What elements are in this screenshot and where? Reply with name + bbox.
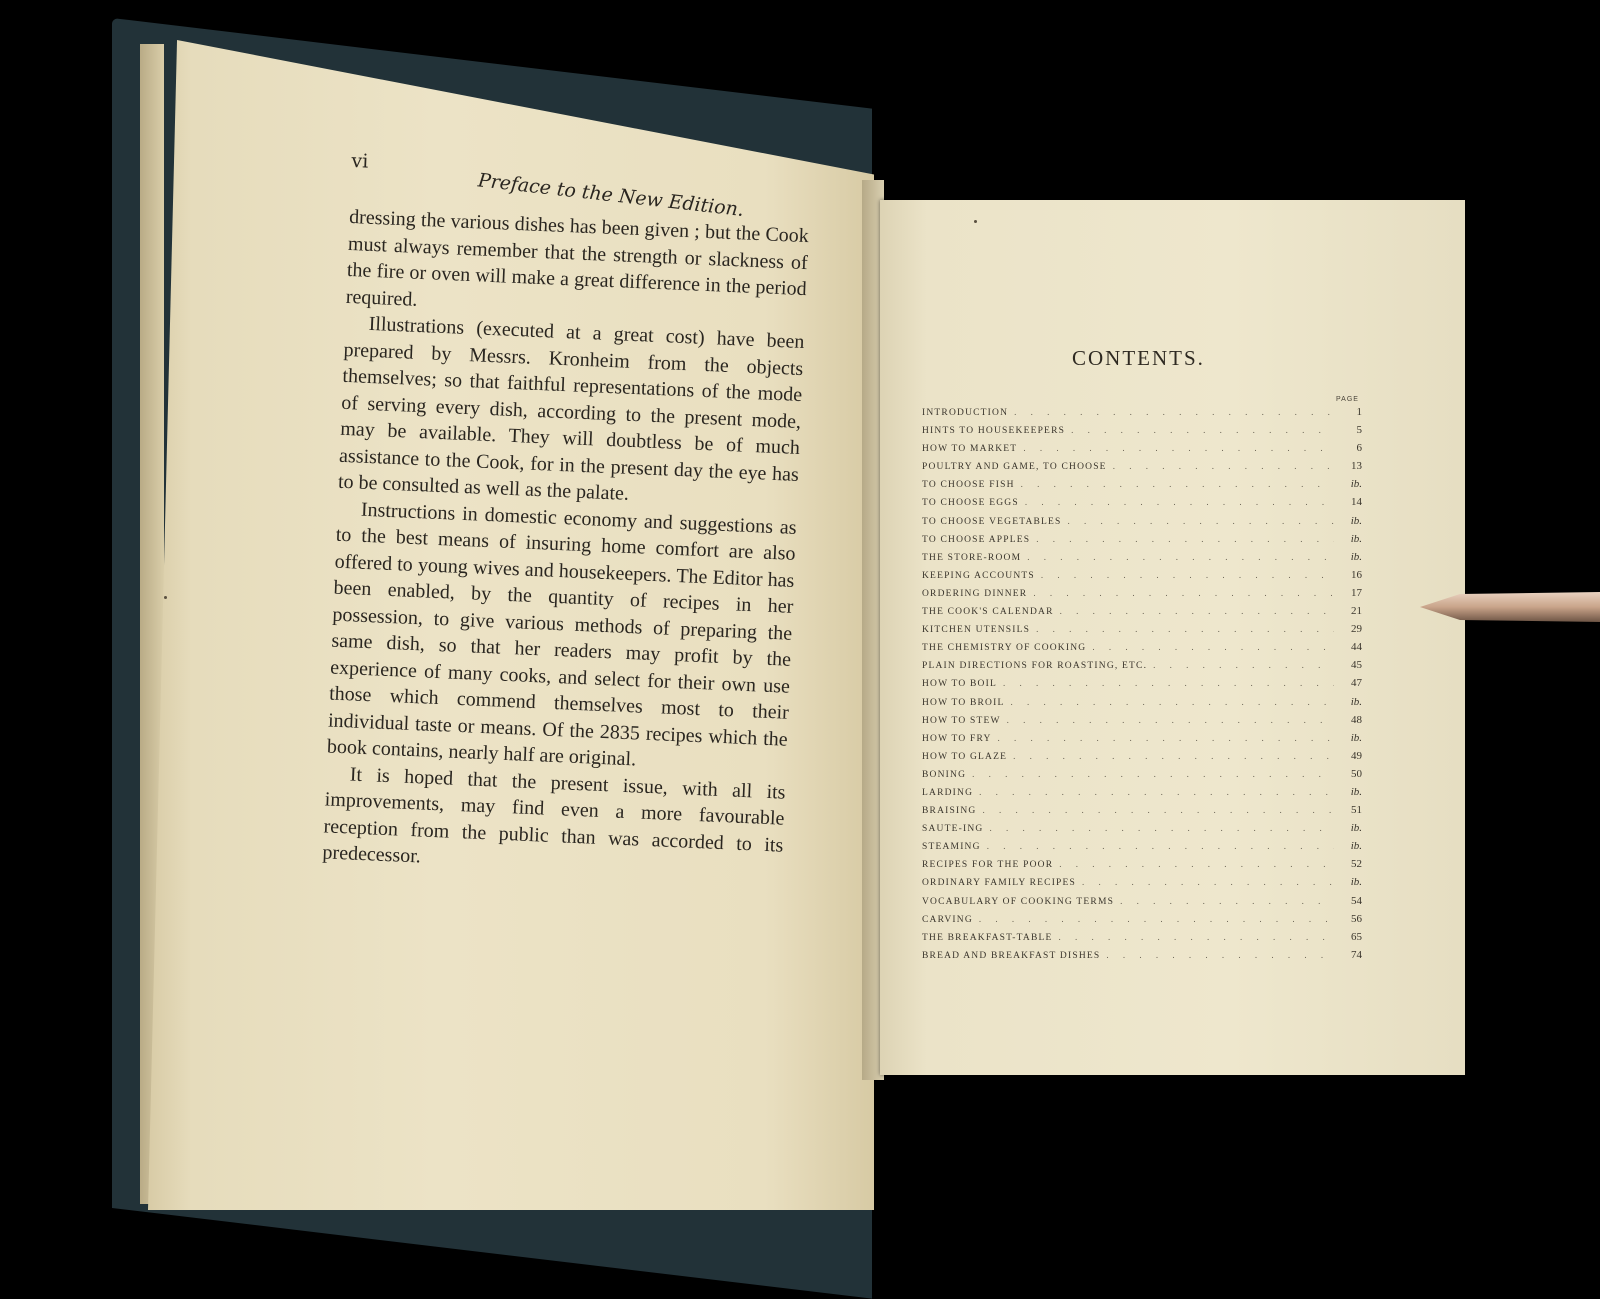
contents-leader-dots bbox=[1033, 588, 1334, 598]
preface-paragraph: dressing the various dishes has been given ; but the Cook must always remember that the strength or slackness of the fire or oven will make a great difference in the period required. bbox=[345, 205, 810, 311]
contents-entry-page: 1 bbox=[1356, 406, 1362, 418]
page-column-label: PAGE bbox=[1336, 396, 1359, 403]
contents-entry bbox=[922, 605, 1362, 623]
contents-entry-title: LARDING bbox=[922, 787, 974, 798]
contents-leader-dots bbox=[1007, 715, 1334, 725]
contents-entry bbox=[922, 786, 1362, 804]
contents-entry-title: TO CHOOSE EGGS bbox=[922, 498, 1019, 509]
contents-entry-page: 54 bbox=[1351, 894, 1362, 907]
contents-entry-title: BRAISING bbox=[922, 806, 977, 817]
contents-entry-page: ib. bbox=[1350, 731, 1362, 744]
contents-leader-dots bbox=[1003, 678, 1334, 688]
contents-entry bbox=[922, 732, 1362, 750]
contents-leader-dots bbox=[1013, 751, 1334, 761]
contents-entry-title: THE STORE-ROOM bbox=[922, 552, 1022, 563]
contents-leader-dots bbox=[1059, 859, 1334, 869]
contents-leader-dots bbox=[979, 787, 1334, 797]
contents-leader-dots bbox=[1041, 570, 1334, 580]
contents-entry-page: 48 bbox=[1351, 713, 1362, 726]
contents-entry-page: 74 bbox=[1351, 948, 1362, 961]
contents-leader-dots bbox=[1014, 407, 1334, 417]
contents-leader-dots bbox=[1060, 606, 1334, 616]
contents-entry-page: 56 bbox=[1351, 912, 1362, 925]
contents-entry-title: VOCABULARY OF COOKING TERMS bbox=[922, 896, 1115, 907]
contents-entry bbox=[922, 804, 1362, 822]
contents-entry bbox=[922, 677, 1362, 695]
contents-entry bbox=[922, 551, 1362, 569]
contents-entry bbox=[922, 895, 1362, 913]
contents-leader-dots bbox=[979, 914, 1334, 924]
folio: vi bbox=[351, 150, 369, 173]
contents-leader-dots bbox=[1036, 624, 1334, 634]
paper-speck bbox=[164, 596, 167, 599]
contents-entry bbox=[922, 659, 1362, 677]
contents-list bbox=[922, 406, 1362, 967]
contents-leader-dots bbox=[1120, 896, 1334, 906]
contents-entry-title: HOW TO FRY bbox=[922, 733, 992, 744]
contents-title: CONTENTS. bbox=[1072, 346, 1205, 370]
contents-leader-dots bbox=[1023, 443, 1334, 453]
contents-entry-page: 14 bbox=[1351, 496, 1362, 509]
contents-entry bbox=[922, 515, 1362, 533]
contents-entry-title: THE COOK'S CALENDAR bbox=[922, 607, 1054, 618]
contents-entry bbox=[922, 876, 1362, 894]
contents-entry-page: 16 bbox=[1351, 568, 1362, 581]
contents-entry bbox=[922, 569, 1362, 587]
contents-entry-page: 51 bbox=[1351, 804, 1362, 817]
contents-entry-page: ib. bbox=[1350, 785, 1362, 798]
contents-entry bbox=[922, 913, 1362, 931]
contents-entry bbox=[922, 442, 1362, 460]
preface-paragraph: It is hoped that the present issue, with all its improvements, may find even a more favourable reception from the public than was accorded to its predecessor. bbox=[322, 762, 786, 868]
contents-entry-title: TO CHOOSE FISH bbox=[922, 480, 1015, 491]
contents-leader-dots bbox=[1082, 877, 1334, 887]
contents-leader-dots bbox=[1027, 552, 1334, 562]
contents-entry-page: 29 bbox=[1351, 623, 1362, 636]
contents-entry-page: ib. bbox=[1350, 822, 1362, 835]
preface-body bbox=[322, 204, 809, 885]
preface-paragraph: Instructions in domestic economy and suggestions as to the best means of insuring home comfort are also offered to young wives and housekeepers. The Editor has been enabled, by the quantity of recipes in her possession, to give various methods of preparing the same dish, so that her readers may profit by the experience of many cooks, and select for their own use those which commend themselves most to their individual taste or means. Of the 2835 recipes which the book contains, nearly half are original. bbox=[326, 498, 798, 771]
contents-entry-page: ib. bbox=[1350, 876, 1362, 889]
contents-entry-title: HOW TO BROIL bbox=[922, 697, 1005, 708]
contents-entry-page: 13 bbox=[1351, 460, 1362, 473]
contents-entry-title: HOW TO BOIL bbox=[922, 679, 997, 690]
contents-entry bbox=[922, 478, 1362, 496]
contents-leader-dots bbox=[1036, 534, 1334, 544]
contents-entry-title: ORDERING DINNER bbox=[922, 588, 1028, 599]
bookmark-ribbon bbox=[1420, 588, 1600, 626]
contents-leader-dots bbox=[972, 769, 1334, 779]
contents-leader-dots bbox=[1071, 425, 1334, 435]
contents-entry-page: 47 bbox=[1351, 677, 1362, 690]
contents-entry-title: TO CHOOSE VEGETABLES bbox=[922, 516, 1062, 527]
contents-entry bbox=[922, 641, 1362, 659]
contents-entry-page: 6 bbox=[1356, 442, 1362, 455]
contents-entry-title: HOW TO STEW bbox=[922, 715, 1001, 726]
contents-entry-page: 45 bbox=[1351, 659, 1362, 672]
contents-entry-page: ib. bbox=[1350, 695, 1362, 708]
contents-entry-page: 21 bbox=[1351, 605, 1362, 618]
contents-leader-dots bbox=[1092, 642, 1334, 652]
contents-entry bbox=[922, 623, 1362, 641]
contents-entry-title: THE CHEMISTRY OF COOKING bbox=[922, 643, 1087, 654]
contents-entry-page: ib. bbox=[1350, 532, 1362, 545]
contents-entry-page: ib. bbox=[1350, 550, 1362, 563]
contents-entry bbox=[922, 696, 1362, 714]
contents-entry-title: CARVING bbox=[922, 914, 973, 925]
contents-leader-dots bbox=[982, 805, 1334, 815]
contents-entry-page: ib. bbox=[1350, 478, 1362, 491]
contents-entry-title: HOW TO MARKET bbox=[922, 444, 1018, 455]
contents-entry-page: 5 bbox=[1356, 424, 1362, 437]
contents-entry-page: ib. bbox=[1350, 514, 1362, 527]
paper-speck bbox=[974, 220, 977, 223]
contents-entry-title: ORDINARY FAMILY RECIPES bbox=[922, 878, 1077, 889]
contents-leader-dots bbox=[989, 823, 1334, 833]
contents-entry-page: 49 bbox=[1351, 749, 1362, 762]
contents-entry-page: 65 bbox=[1351, 930, 1362, 943]
contents-entry-title: POULTRY AND GAME, TO CHOOSE bbox=[922, 462, 1107, 473]
contents-entry-page: ib. bbox=[1350, 840, 1362, 853]
contents-entry-title: PLAIN DIRECTIONS FOR ROASTING, ETC. bbox=[922, 661, 1148, 672]
preface-paragraph: Illustrations (executed at a great cost) have been prepared by Messrs. Kronheim from the objects themselves; so that faithful representations of the mode of serving every dish, according to the present mode, may be available. They will doubtless be of much assistance to the Cook, for in the present day the eye has to be consulted as well as the palate. bbox=[337, 312, 805, 505]
contents-entry bbox=[922, 406, 1362, 424]
contents-entry-page: 50 bbox=[1351, 767, 1362, 780]
contents-entry-title: THE BREAKFAST-TABLE bbox=[922, 932, 1053, 943]
contents-entry bbox=[922, 768, 1362, 786]
contents-entry bbox=[922, 822, 1362, 840]
contents-entry-title: TO CHOOSE APPLES bbox=[922, 534, 1031, 545]
contents-entry bbox=[922, 496, 1362, 514]
contents-entry-title: STEAMING bbox=[922, 842, 981, 853]
contents-entry bbox=[922, 714, 1362, 732]
contents-entry-title: KEEPING ACCOUNTS bbox=[922, 570, 1035, 581]
contents-leader-dots bbox=[1153, 660, 1334, 670]
contents-leader-dots bbox=[1025, 497, 1334, 507]
contents-entry bbox=[922, 840, 1362, 858]
contents-entry-title: KITCHEN UTENSILS bbox=[922, 625, 1031, 636]
contents-entry-title: HINTS TO HOUSEKEEPERS bbox=[922, 426, 1066, 437]
contents-entry bbox=[922, 931, 1362, 949]
contents-leader-dots bbox=[1021, 479, 1334, 489]
contents-entry-title: BONING bbox=[922, 769, 967, 780]
contents-leader-dots bbox=[1068, 516, 1334, 526]
contents-leader-dots bbox=[1059, 932, 1334, 942]
contents-entry bbox=[922, 424, 1362, 442]
contents-entry bbox=[922, 587, 1362, 605]
contents-leader-dots bbox=[987, 841, 1334, 851]
contents-entry-page: 44 bbox=[1351, 641, 1362, 654]
contents-entry-title: SAUTE-ING bbox=[922, 824, 984, 835]
running-head: Preface to the New Edition. bbox=[476, 169, 746, 222]
contents-entry-title: RECIPES FOR THE POOR bbox=[922, 860, 1054, 871]
contents-leader-dots bbox=[1106, 950, 1334, 960]
contents-entry bbox=[922, 858, 1362, 876]
contents-entry bbox=[922, 949, 1362, 967]
contents-entry bbox=[922, 533, 1362, 551]
contents-leader-dots bbox=[998, 733, 1334, 743]
contents-entry bbox=[922, 750, 1362, 768]
contents-entry-page: 17 bbox=[1351, 586, 1362, 599]
contents-entry-title: INTRODUCTION bbox=[922, 408, 1009, 418]
contents-leader-dots bbox=[1113, 461, 1334, 471]
contents-leader-dots bbox=[1011, 697, 1335, 707]
contents-entry-title: BREAD AND BREAKFAST DISHES bbox=[922, 950, 1101, 961]
contents-entry-page: 52 bbox=[1351, 858, 1362, 871]
contents-entry bbox=[922, 460, 1362, 478]
contents-entry-title: HOW TO GLAZE bbox=[922, 751, 1008, 762]
